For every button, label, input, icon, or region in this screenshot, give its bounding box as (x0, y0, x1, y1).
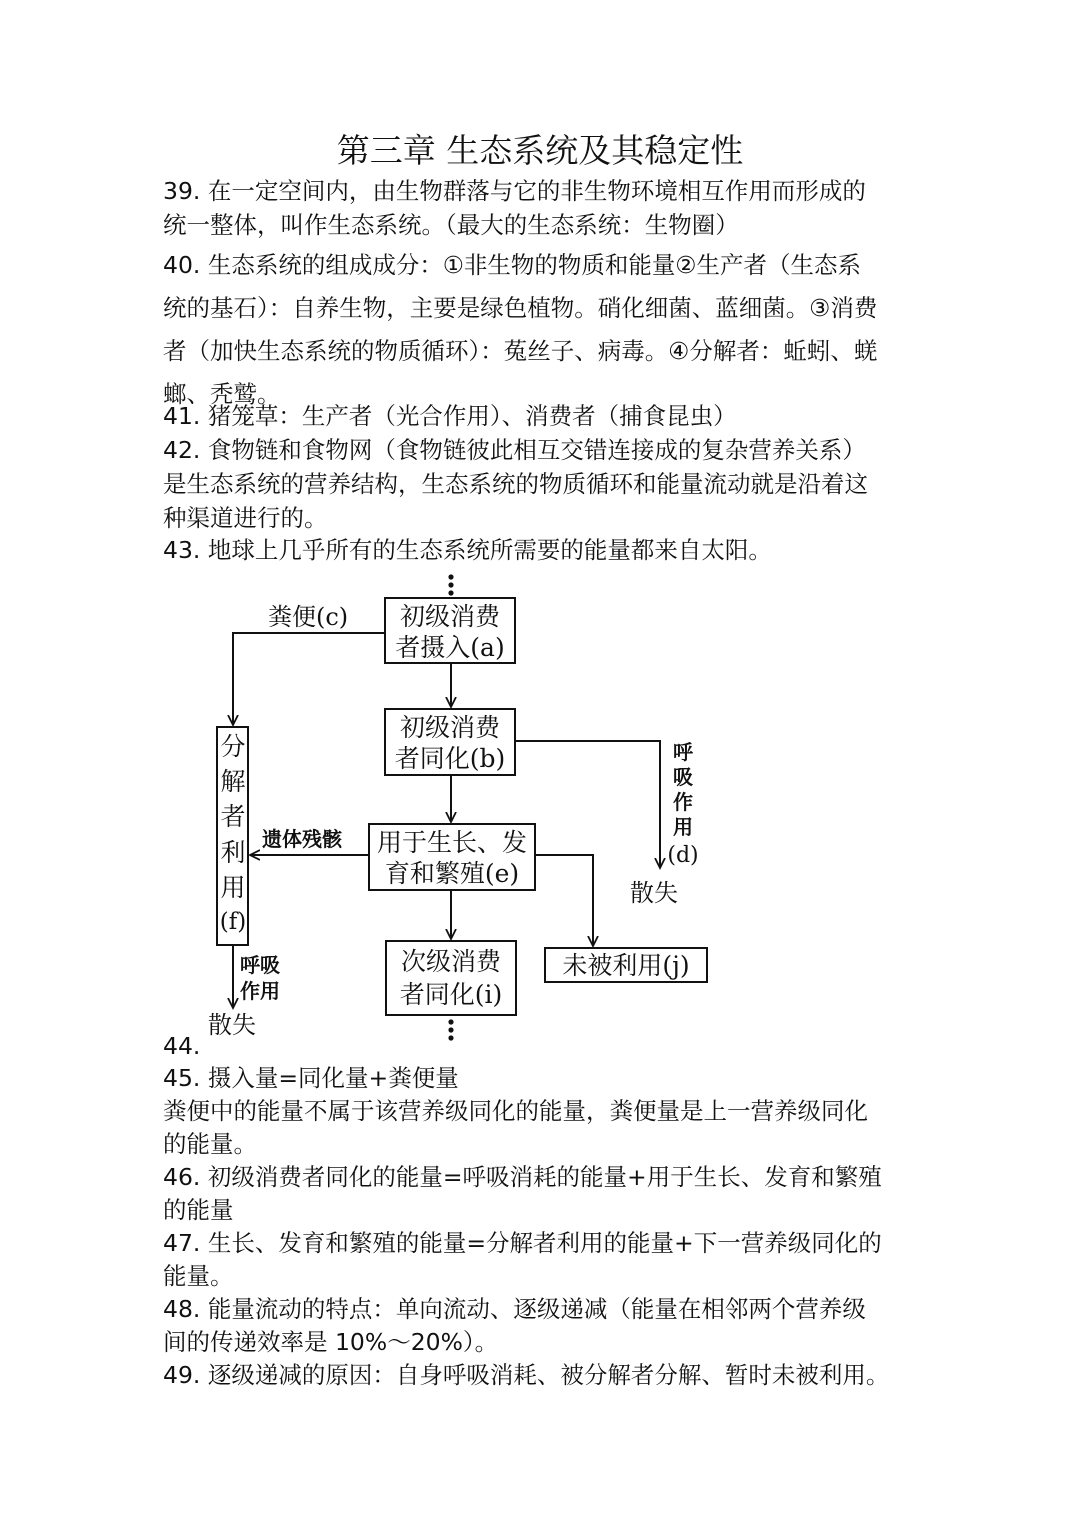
arrow-feces-to-decomposer (233, 633, 385, 725)
node-f-char: 分 (220, 732, 246, 761)
node-i-line2: 者同化(i) (399, 980, 503, 1009)
text-line: 是生态系统的营养结构，生态系统的物质循环和能量流动就是沿着这 (163, 470, 868, 498)
node-f-char: 用 (220, 873, 246, 902)
node-f-char: 利 (220, 838, 246, 867)
item-41 (163, 399, 923, 433)
text-line: 44. (163, 1032, 201, 1060)
text-line: 粪便中的能量不属于该营养级同化的能量，粪便量是上一营养级同化 (163, 1097, 868, 1125)
text-line: 统一整体，叫作生态系统。（最大的生态系统：生物圈） (163, 211, 739, 239)
text-line: 48. 能量流动的特点：单向流动、逐级递减（能量在相邻两个营养级 (163, 1295, 866, 1323)
node-j-label: 未被利用(j) (562, 951, 690, 980)
node-a-line1: 初级消费 (399, 602, 501, 631)
item-48 (163, 1293, 923, 1359)
node-b-line1: 初级消费 (399, 713, 501, 742)
label-remains: 遗体残骸 (262, 827, 342, 851)
svg-text:作用: 作用 (240, 979, 280, 1003)
node-f-char: (f) (219, 909, 247, 935)
node-a-line2: 者摄入(a) (395, 633, 505, 662)
node-f-char: 解 (220, 767, 246, 796)
label-lost-f: 散失 (208, 1011, 256, 1039)
text-line: 43. 地球上几乎所有的生态系统所需要的能量都来自太阳。 (163, 536, 772, 564)
text-line: 能量。 (163, 1262, 234, 1290)
label-feces: 粪便(c) (268, 603, 349, 631)
svg-text:呼吸: 呼吸 (240, 953, 280, 977)
text-line: 46. 初级消费者同化的能量=呼吸消耗的能量+用于生长、发育和繁殖 (163, 1163, 882, 1191)
node-i-line1: 次级消费 (400, 947, 502, 976)
text-line: 45. 摄入量=同化量+粪便量 (163, 1064, 459, 1092)
item-40 (163, 244, 923, 416)
energy-flow-diagram (0, 565, 1080, 1045)
label-respiration-d (667, 740, 698, 868)
text-line: 42. 食物链和食物网（食物链彼此相互交错连接成的复杂营养关系） (163, 436, 866, 464)
text-line: 49. 逐级递减的原因：自身呼吸消耗、被分解者分解、暂时未被利用。 (163, 1361, 890, 1389)
text-line: 的能量。 (163, 1130, 257, 1158)
text-line: 统的基石）：自养生物，主要是绿色植物。硝化细菌、蓝细菌。③消费 (163, 294, 878, 322)
node-e-line1: 用于生长、发 (376, 828, 528, 857)
node-decomposer-use (217, 727, 248, 945)
arrow-respiration-loss (515, 741, 660, 868)
text-line: 40. 生态系统的组成成分：①非生物的物质和能量②生产者（生态系 (163, 251, 861, 279)
svg-text:呼: 呼 (673, 740, 693, 764)
item-49 (163, 1359, 923, 1392)
node-growth-development-reproduction (369, 824, 535, 890)
text-line: 39. 在一定空间内，由生物群落与它的非生物环境相互作用而形成的 (163, 177, 866, 205)
node-b-line2: 者同化(b) (394, 744, 506, 773)
text-line: 41. 猪笼草：生产者（光合作用）、消费者（捕食昆虫） (163, 402, 737, 430)
node-secondary-consumer-assimilation (386, 941, 516, 1015)
arrow-e-to-unused (535, 855, 593, 946)
node-primary-consumer-assimilation (385, 709, 515, 775)
item-44 (163, 1031, 923, 1061)
item-43 (163, 533, 923, 567)
svg-text:吸: 吸 (673, 765, 693, 789)
node-primary-consumer-intake (385, 598, 515, 663)
text-line: 的能量 (163, 1196, 234, 1224)
item-42 (163, 433, 923, 535)
text-line: 间的传递效率是 10%～20%）。 (163, 1328, 499, 1356)
item-47 (163, 1227, 923, 1293)
item-46 (163, 1161, 923, 1227)
node-unused (545, 948, 707, 982)
svg-text:作: 作 (673, 790, 693, 814)
item-45 (163, 1062, 923, 1161)
node-f-char: 者 (220, 802, 246, 831)
label-respiration-f (240, 953, 280, 1003)
text-line: 者（加快生态系统的物质循环）：菟丝子、病毒。④分解者：蚯蚓、蜣 (163, 337, 878, 365)
label-lost-d: 散失 (630, 879, 678, 907)
svg-text:(d): (d) (667, 843, 699, 868)
svg-text:用: 用 (673, 815, 693, 839)
continuation-dots-top (448, 574, 453, 595)
page-title: 第三章 生态系统及其稳定性 (336, 131, 744, 170)
node-e-line2: 育和繁殖(e) (384, 859, 520, 888)
item-39 (163, 174, 923, 242)
text-line: 47. 生长、发育和繁殖的能量=分解者利用的能量+下一营养级同化的 (163, 1229, 882, 1257)
text-line: 螂、秃鹫。 (163, 380, 281, 408)
text-line: 种渠道进行的。 (163, 504, 328, 532)
